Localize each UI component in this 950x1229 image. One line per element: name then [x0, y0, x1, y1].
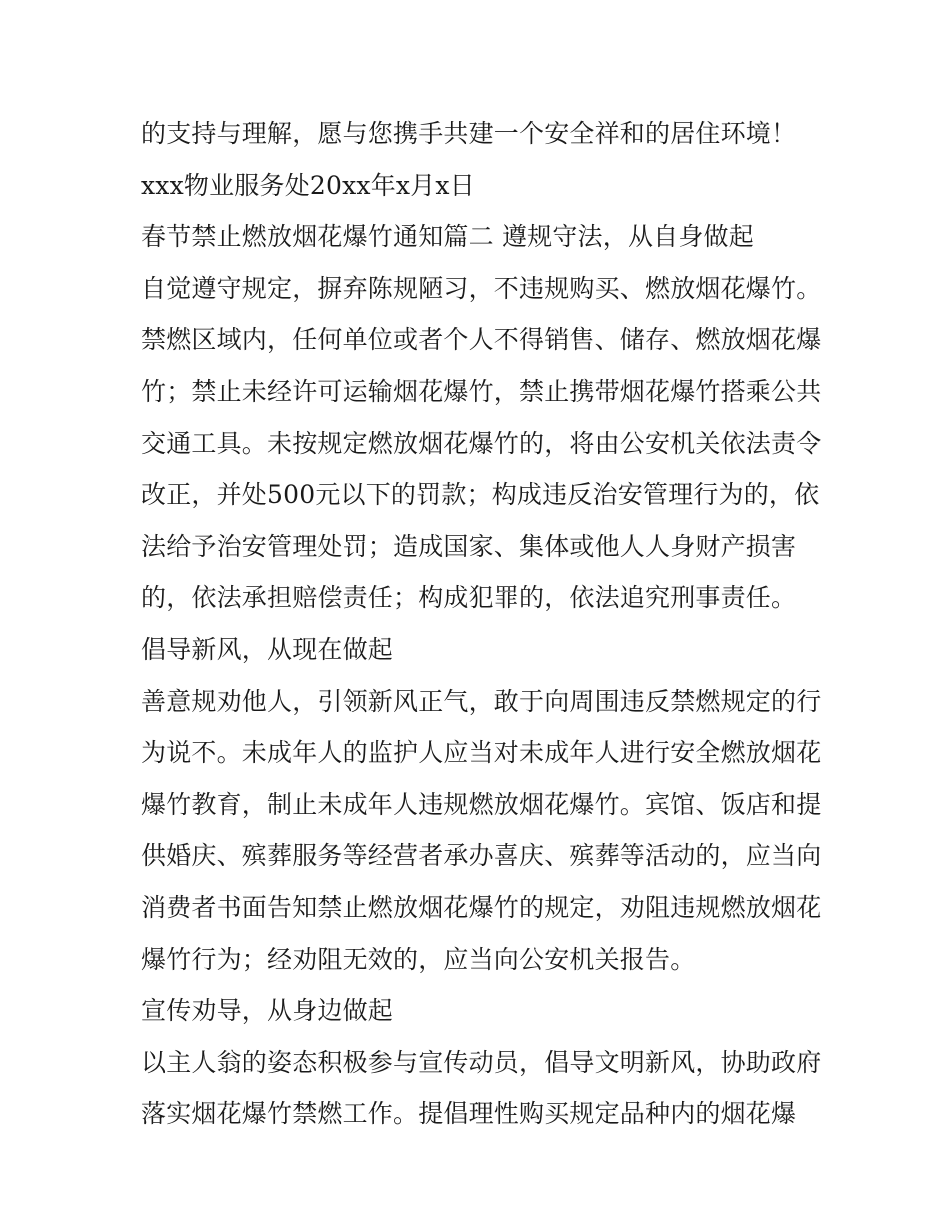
paragraph-line: 竹；禁止未经许可运输烟花爆竹，禁止携带烟花爆竹搭乘公共	[141, 376, 822, 406]
paragraph-line: 以主人翁的姿态积极参与宣传动员，倡导文明新风，协助政府	[141, 1047, 822, 1077]
paragraph-line: 善意规劝他人，引领新风正气，敢于向周围违反禁燃规定的行	[141, 686, 822, 716]
paragraph-line: 自觉遵守规定，摒弃陈规陋习，不违规购买、燃放烟花爆竹。	[141, 273, 822, 303]
paragraph-line: 爆竹教育，制止未成年人违规燃放烟花爆竹。宾馆、饭店和提	[141, 789, 822, 819]
paragraph-line: 的，依法承担赔偿责任；构成犯罪的，依法追究刑事责任。	[141, 583, 797, 613]
paragraph-line: 为说不。未成年人的监护人应当对未成年人进行安全燃放烟花	[141, 738, 822, 768]
paragraph-line: 法给予治安管理处罚；造成国家、集体或他人人身财产损害	[141, 531, 797, 561]
section-heading-publicity: 宣传劝导，从身边做起	[141, 996, 394, 1026]
paragraph-line: 交通工具。未按规定燃放烟花爆竹的，将由公安机关依法责令	[141, 428, 822, 458]
paragraph-line: 爆竹行为；经劝阻无效的，应当向公安机关报告。	[141, 944, 696, 974]
paragraph-line: 供婚庆、殡葬服务等经营者承办喜庆、殡葬等活动的，应当向	[141, 841, 822, 871]
section-heading-comply: 春节禁止燃放烟花爆竹通知篇二 遵规守法，从自身做起	[141, 222, 754, 252]
paragraph-line: 落实烟花爆竹禁燃工作。提倡理性购买规定品种内的烟花爆	[141, 1099, 797, 1129]
closing-line: 的支持与理解，愿与您携手共建一个安全祥和的居住环境！	[141, 119, 797, 148]
section-heading-new-customs: 倡导新风，从现在做起	[141, 634, 394, 664]
paragraph-line: 消费者书面告知禁止燃放烟花爆竹的规定，劝阻违规燃放烟花	[141, 892, 822, 922]
paragraph-line: 禁燃区域内，任何单位或者个人不得销售、储存、燃放烟花爆	[141, 325, 822, 355]
signature-date-line: xxx物业服务处20xx年x月x日	[141, 170, 475, 200]
document-body	[141, 108, 821, 1140]
paragraph-line: 改正，并处500元以下的罚款；构成违反治安管理行为的，依	[141, 480, 820, 510]
